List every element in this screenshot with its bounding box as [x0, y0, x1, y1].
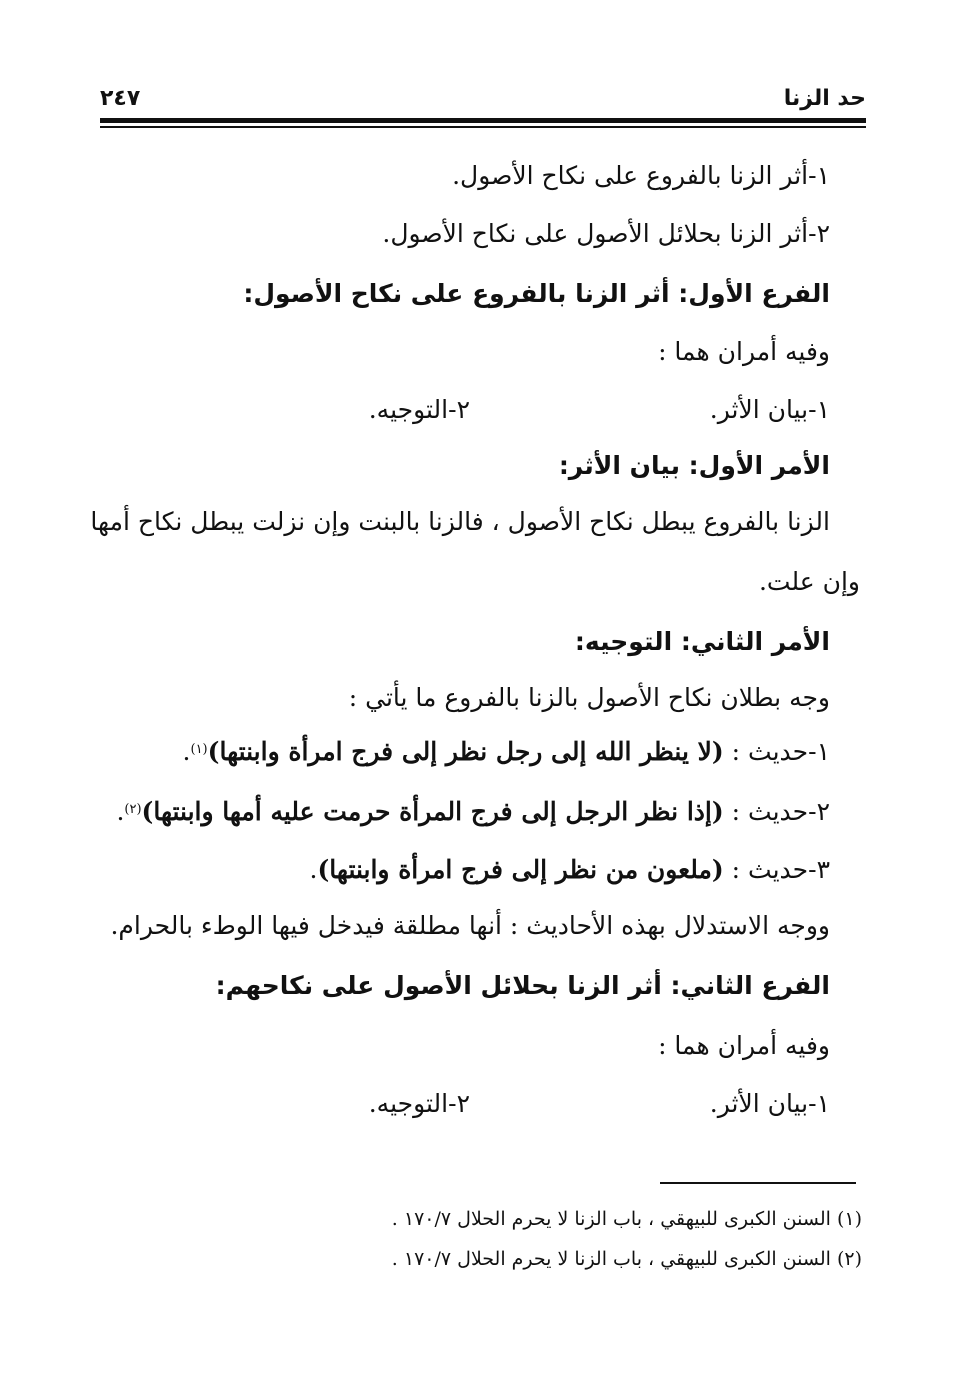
intro-item-1: ١-أثر الزنا بالفروع على نكاح الأصول. — [452, 161, 830, 190]
footnote-2: (٢) السنن الكبرى للبيهقي ، باب الزنا لا يحرم الحلال ١٧٠/٧ . — [391, 1248, 862, 1270]
running-title: حد الزنا — [783, 86, 866, 111]
hadith-prefix: ٢-حديث : — [723, 797, 830, 826]
footnote-ref[interactable]: (٢) — [124, 802, 142, 817]
hadith-text: (ملعون من نظر إلى فرج امرأة وابنتها) — [317, 855, 724, 884]
running-header — [100, 86, 866, 116]
header-rule-thin — [100, 126, 866, 128]
hadith-prefix: ١-حديث : — [723, 737, 830, 766]
matter1-text-line1: الزنا بالفروع يبطل نكاح الأصول ، فالزنا بالبنت وإن نزلت يبطل نكاح أمها — [90, 507, 830, 536]
hadith-2 — [116, 792, 830, 832]
hadith-end: . — [116, 797, 125, 826]
branch2-item-2: ٢-التوجيه. — [368, 1089, 470, 1118]
footnote-1: (١) السنن الكبرى للبيهقي ، باب الزنا لا يحرم الحلال ١٧٠/٧ . — [391, 1208, 862, 1230]
header-rule-thick — [100, 118, 866, 123]
hadith-text: (لا ينظر الله إلى رجل نظر إلى فرج امرأة وابنتها) — [207, 737, 724, 766]
matter2-conclusion: ووجه الاستدلال بهذه الأحاديث : أنها مطلقة فيدخل فيها الوطء بالحرام. — [110, 911, 830, 940]
branch1-intro: وفيه أمران هما : — [658, 337, 830, 366]
branch2-item-1: ١-بيان الأثر. — [709, 1089, 830, 1118]
hadith-text: (إذا نظر الرجل إلى فرج المرأة حرمت عليه أمها وابنتها) — [141, 797, 724, 826]
branch1-item-1: ١-بيان الأثر. — [709, 395, 830, 424]
branch1-heading: الفرع الأول: أثر الزنا بالفروع على نكاح الأصول: — [243, 279, 830, 308]
matter1-text-line2: وإن علت. — [758, 567, 860, 596]
footnote-ref[interactable]: (١) — [190, 742, 208, 757]
hadith-end: . — [182, 737, 191, 766]
branch2-heading: الفرع الثاني: أثر الزنا بحلائل الأصول على نكاحهم: — [215, 971, 830, 1000]
branch1-item-2: ٢-التوجيه. — [368, 395, 470, 424]
matter2-heading: الأمر الثاني: التوجيه: — [574, 627, 830, 656]
hadith-end: . — [309, 855, 318, 884]
matter1-heading: الأمر الأول: بيان الأثر: — [558, 451, 830, 480]
hadith-3 — [310, 850, 830, 890]
hadith-prefix: ٣-حديث : — [723, 855, 830, 884]
intro-item-2: ٢-أثر الزنا بحلائل الأصول على نكاح الأصول. — [382, 219, 830, 248]
hadith-1 — [183, 732, 830, 772]
footnote-separator — [660, 1182, 856, 1184]
matter2-intro: وجه بطلان نكاح الأصول بالزنا بالفروع ما يأتي : — [348, 683, 830, 712]
page-number: ٢٤٧ — [100, 86, 141, 111]
branch2-intro: وفيه أمران هما : — [658, 1031, 830, 1060]
